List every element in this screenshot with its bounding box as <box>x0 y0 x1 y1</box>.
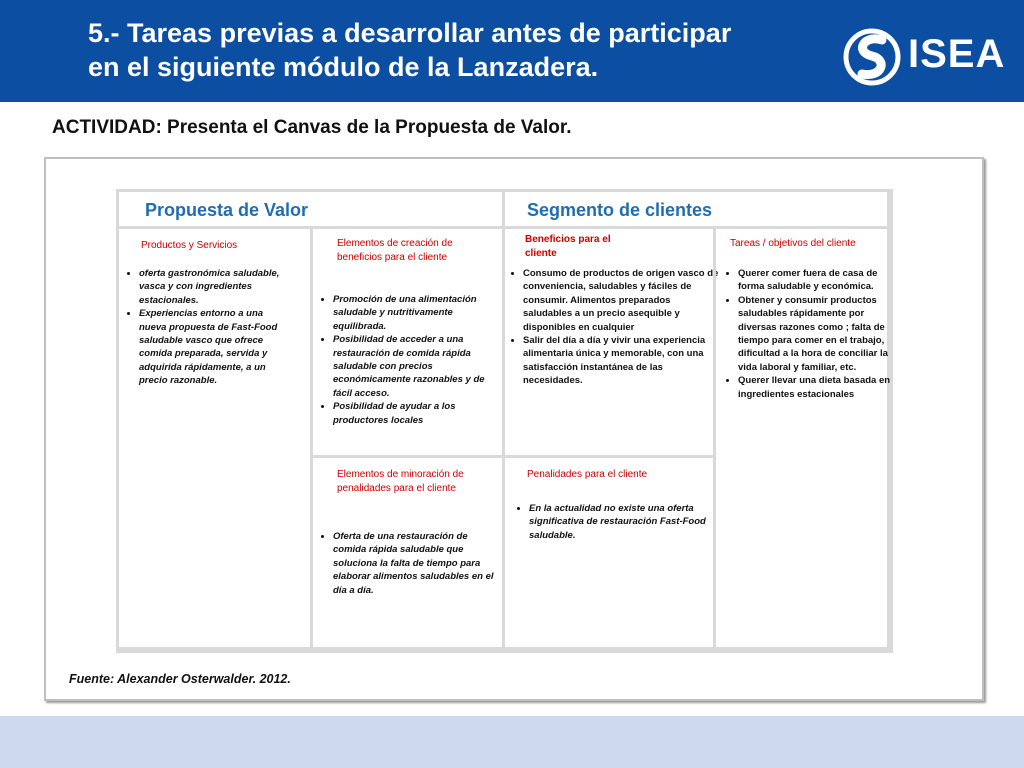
customer-segment-header <box>502 189 893 229</box>
list-item: • Posibilidad de acceder a una restauración de comida rápida saludable con precios económicamente razonables y de fácil acceso. <box>333 333 503 400</box>
pain-relievers-cell <box>310 455 505 653</box>
pain-relievers-list <box>321 530 503 597</box>
list-item: • oferta gastronómica saludable, vasca y con ingredientes estacionales. <box>139 267 289 307</box>
gain-creators-list <box>321 293 503 427</box>
list-item: • Salir del día a día y vivir una experiencia alimentaria única y memorable, con una satisfacción instantánea de las necesidades. <box>523 334 719 388</box>
pain-relievers-heading: Elementos de minoración de penalidades para el cliente <box>337 469 464 494</box>
isea-logo <box>842 24 1006 90</box>
products-services-heading: Productos y Servicios <box>141 240 238 251</box>
pains-cell <box>502 455 716 653</box>
list-item: • Posibilidad de ayudar a los productores locales <box>333 400 503 427</box>
slide-title-line-2: en el siguiente módulo de la Lanzadera. <box>88 52 599 82</box>
list-item: • En la actualidad no existe una oferta significativa de restauración Fast-Food saludable. <box>529 502 719 542</box>
pains-list <box>517 502 719 542</box>
header-bar <box>0 0 1024 102</box>
customer-segment-title: Segmento de clientes <box>527 200 713 220</box>
slide-title <box>88 16 808 84</box>
customer-jobs-cell <box>713 226 893 653</box>
list-item: • Querer llevar una dieta basada en ingredientes estacionales <box>738 374 894 401</box>
customer-jobs-list <box>726 267 894 401</box>
customer-jobs-heading: Tareas / objetivos del cliente <box>730 238 856 249</box>
list-item: • Querer comer fuera de casa de forma saludable y económica. <box>738 267 894 294</box>
isea-logo-mark-icon <box>842 26 902 88</box>
pains-heading: Penalidades para el cliente <box>527 469 648 480</box>
value-proposition-header <box>116 189 505 229</box>
source-citation: Fuente: Alexander Osterwalder. 2012. <box>69 672 291 686</box>
gain-creators-cell <box>310 226 505 458</box>
list-item: • Obtener y consumir productos saludables rápidamente por diversas razones como ; falta de tiempo para comer en el trabajo, dificultad a la hora de conciliar la vida laboral y familiar, etc. <box>738 294 894 374</box>
gains-cell <box>502 226 719 458</box>
list-item: • Experiencias entorno a una nueva propuesta de Fast-Food saludable vasco que ofrece comida preparada, servida y adquirida rápidamente, a un precio razonable. <box>139 307 289 387</box>
isea-logo-text: ISEA <box>908 32 1006 76</box>
list-item: • Oferta de una restauración de comida rápida saludable que soluciona la falta de tiempo para elaborar alimentos saludables en el día a día. <box>333 530 503 597</box>
products-services-list <box>127 267 289 388</box>
gains-list <box>511 267 719 388</box>
list-item: • Consumo de productos de origen vasco de conveniencia, saludables y fáciles de consumir. Alimentos preparados saludables a un precio asequible y disponibles en cualquier <box>523 267 719 334</box>
gains-heading: Beneficios para el cliente <box>525 234 611 259</box>
list-item: • Promoción de una alimentación saludable y nutritivamente equilibrada. <box>333 293 503 333</box>
products-services-cell <box>116 226 313 653</box>
value-proposition-canvas <box>116 189 890 650</box>
footer-band <box>0 716 1024 768</box>
gain-creators-heading: Elementos de creación de beneficios para el cliente <box>337 238 453 263</box>
slide-title-line-1: 5.- Tareas previas a desarrollar antes de participar <box>88 18 732 48</box>
value-proposition-title: Propuesta de Valor <box>145 200 309 220</box>
activity-title: ACTIVIDAD: Presenta el Canvas de la Propuesta de Valor. <box>52 117 572 138</box>
